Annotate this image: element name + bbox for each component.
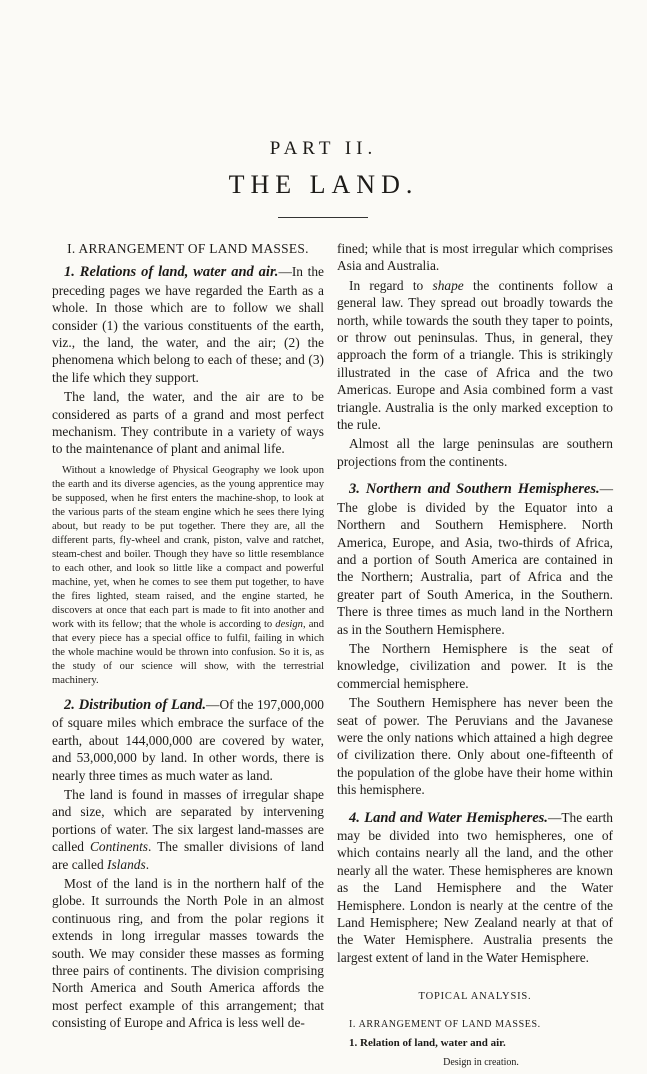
- continued-paragraph: fined; while that is most irregular which comprises Asia and Australia.: [337, 241, 613, 274]
- toc-item-1-1-a: Design in creation.: [443, 1057, 519, 1069]
- s1-paragraph-2: The land, the water, and the air are to be considered as parts of a grand and most perfect mechanism. They contribute in a variety of ways to the maintenance of plant and animal life.: [52, 389, 324, 457]
- shape-paragraph: [337, 277, 613, 434]
- continents-term: Continents: [89, 839, 149, 855]
- title-rule: [278, 217, 368, 218]
- s3-paragraph-2: The Northern Hemisphere is the seat of knowledge, civilization and power. It is the commercial hemisphere.: [337, 640, 613, 691]
- toc-item-1: I. ARRANGEMENT OF LAND MASSES.: [349, 1018, 541, 1030]
- small-text-b: , and that every piece has a special office to fulfil, failing in which the whole machine would be thrown into confusion. So it is, as the study of our science will show, with the terrestrial machinery.: [52, 618, 325, 686]
- shape-term: shape: [432, 277, 464, 293]
- islands-term: Islands: [107, 856, 146, 872]
- s2-heading: 2. Distribution of Land.: [64, 696, 207, 713]
- s1-heading: 1. Relations of land, water and air.: [64, 264, 279, 281]
- s2-text-b: . The smaller divisions of land are called: [52, 839, 324, 872]
- shape-text-b: the continents follow a general law. They spread out broadly towards the north, while towards the south they taper to points, or throw out peninsulas. Thus, in general, they approach the form of a triangle. This is strikingly illustrated in the case of Africa and the two Americas. Europe and Asia combined form a vast triangle. Australia is the only marked exception to the rule.: [337, 277, 613, 433]
- section-heading: I. ARRANGEMENT OF LAND MASSES.: [67, 241, 309, 256]
- s2-text-a: The land is found in masses of irregular shape and size, which are separated by intervening portions of water. The six largest land-masses are called: [52, 786, 324, 855]
- s2-text: —Of the 197,000,000 of square miles which embrace the surface of the earth, about 144,000,000 are covered by water, and 53,000,000 by land. In other words, there is nearly three times as much water as land.: [52, 696, 324, 783]
- page-title: THE LAND.: [228, 170, 419, 199]
- s3-paragraph: [337, 480, 613, 638]
- toc-item-1-1: 1. Relation of land, water and air.: [349, 1037, 506, 1050]
- s4-heading: 4. Land and Water Hemispheres.: [349, 809, 548, 826]
- left-column: [52, 240, 324, 1034]
- s2-text-c: .: [145, 856, 150, 872]
- s4-text: —The earth may be divided into two hemispheres, one of which contains nearly all the land, and the other nearly all the water. These hemispheres are known as the Land Hemisphere and the Water Hemisphere. London is nearly at the centre of the Land Hemisphere; New Zealand nearly at that of the Water Hemisphere. Australia presents the largest extent of land in the Water Hemisphere.: [337, 809, 613, 965]
- s1-small-print: [52, 464, 324, 688]
- topical-analysis-heading: TOPICAL ANALYSIS.: [418, 991, 532, 1003]
- s1-text: —In the preceding pages we have regarded the Earth as a whole. In those which are to follow we shall consider (1) the various constituents of the earth, viz., the land, the water, and the air; (2) the phenomena which belong to each of these; and (3) the life which they support.: [52, 264, 324, 385]
- s2-paragraph-2: [52, 786, 324, 873]
- s3-paragraph-3: The Southern Hemisphere has never been the seat of power. The Peruvians and the Javanese were the only nations which attained a high degree of civilization there. Only about one-fifteenth of the population of the globe have their home within this hemisphere.: [337, 695, 613, 798]
- part-heading: PART II.: [269, 138, 378, 159]
- small-emphasis: design: [275, 618, 303, 630]
- shape-text-a: In regard to: [349, 277, 433, 293]
- s4-paragraph: [337, 809, 613, 967]
- peninsula-paragraph: Almost all the large peninsulas are southern projections from the continents.: [337, 436, 613, 469]
- s2-paragraph: [52, 696, 324, 784]
- s2-paragraph-3: Most of the land is in the northern half of the globe. It surrounds the North Pole in an almost continuous ring, and from the polar regions it extends in long irregular masses towards the south. We may consider these masses as forming three pairs of continents. The division comprising North America and South America affords the most perfect example of this arrangement; that consisting of Europe and Africa is less well de-: [52, 875, 324, 1031]
- s3-text: —The globe is divided by the Equator into a Northern and Southern Hemisphere. North America, Europe, and Asia, two-thirds of Africa, and a portion of South America are contained in the Northern; Australia, part of Africa and the greater part of South America, in the Southern. There is three times as much land in the Northern as in the Southern Hemisphere.: [337, 481, 613, 637]
- s1-paragraph: [52, 263, 324, 386]
- small-text-a: Without a knowledge of Physical Geography we look upon the earth and its diverse agencies, as the young apprentice may be supposed, when he first enters the machine-shop, to look at the various parts of the steam engine which he sees there lying about, but ready to be put together. There they are, all the different parts, fly-wheel and crank, piston, valve and ratchet, steam-chest and boiler. Though they have so little resemblance to each other, and look so little like a compact and powerful machine, yet, when he comes to see them put together, to have the fires lighted, steam raised, and the engine started, he discovers at once that each part is made to fit into another and work with its fellow; that the whole is according to: [52, 464, 324, 630]
- right-column: [337, 240, 613, 1074]
- s3-heading: 3. Northern and Southern Hemispheres.: [349, 481, 600, 498]
